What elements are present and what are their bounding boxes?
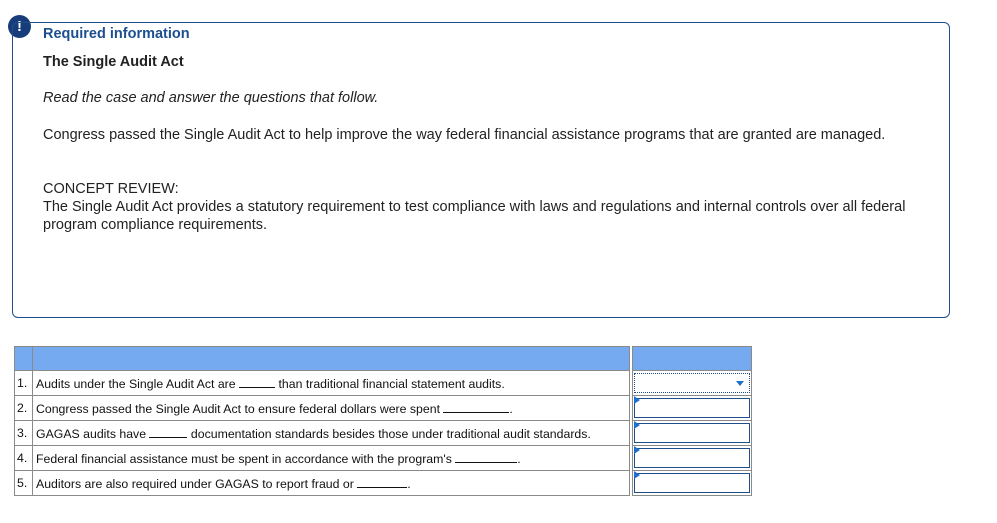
blank-line xyxy=(149,426,187,438)
question-text xyxy=(33,446,630,471)
header-cell-num xyxy=(15,347,33,371)
answer-cell xyxy=(633,396,752,421)
info-instruction: Read the case and answer the questions that follow. xyxy=(43,90,379,106)
table-header-row xyxy=(15,347,752,371)
question-text xyxy=(33,371,630,396)
blank-line xyxy=(443,401,509,413)
table-row xyxy=(15,446,752,471)
question-number: 1. xyxy=(15,371,33,396)
info-heading: Required information xyxy=(43,26,190,42)
question-text-after: . xyxy=(509,401,513,416)
question-number: 4. xyxy=(15,446,33,471)
header-cell-question xyxy=(33,347,630,371)
questions-table xyxy=(14,346,752,496)
answer-dropdown-3[interactable] xyxy=(634,423,750,443)
answer-cell xyxy=(633,421,752,446)
question-text-after: . xyxy=(407,476,411,491)
table-row xyxy=(15,471,752,496)
question-text xyxy=(33,471,630,496)
alert-icon: ! xyxy=(8,15,31,38)
answer-dropdown-2[interactable] xyxy=(634,398,750,418)
answer-cell xyxy=(633,371,752,396)
question-text-after: documentation standards besides those under traditional audit standards. xyxy=(190,426,591,441)
flag-icon xyxy=(634,446,640,454)
answer-dropdown-1[interactable] xyxy=(634,373,750,393)
question-text-before: Federal financial assistance must be spent in accordance with the program's xyxy=(36,451,452,466)
concept-review-text: The Single Audit Act provides a statutory requirement to test compliance with laws and regulations and internal controls over all federal program compliance requirements. xyxy=(43,199,906,233)
question-text-after: . xyxy=(517,451,521,466)
question-text xyxy=(33,396,630,421)
answer-cell xyxy=(633,446,752,471)
flag-icon xyxy=(634,471,640,479)
answer-cell xyxy=(633,471,752,496)
answer-dropdown-4[interactable] xyxy=(634,448,750,468)
question-number: 2. xyxy=(15,396,33,421)
question-number: 3. xyxy=(15,421,33,446)
flag-icon xyxy=(634,421,640,429)
question-text xyxy=(33,421,630,446)
flag-icon xyxy=(634,396,640,404)
question-text-after: than traditional financial statement audits. xyxy=(278,376,505,391)
question-text-before: GAGAS audits have xyxy=(36,426,147,441)
question-text-before: Audits under the Single Audit Act are xyxy=(36,376,236,391)
answer-dropdown-5[interactable] xyxy=(634,473,750,493)
concept-review xyxy=(43,180,913,234)
concept-review-label: CONCEPT REVIEW: xyxy=(43,181,179,197)
chevron-down-icon[interactable] xyxy=(736,381,744,386)
info-subheading: The Single Audit Act xyxy=(43,54,184,70)
table-row xyxy=(15,371,752,396)
header-cell-answer xyxy=(633,347,752,371)
blank-line xyxy=(455,451,517,463)
question-number: 5. xyxy=(15,471,33,496)
table-row xyxy=(15,421,752,446)
blank-line xyxy=(357,476,407,488)
info-paragraph: Congress passed the Single Audit Act to help improve the way federal financial assistance programs that are granted are managed. xyxy=(43,127,886,143)
question-text-before: Congress passed the Single Audit Act to ensure federal dollars were spent xyxy=(36,401,440,416)
table-row xyxy=(15,396,752,421)
question-text-before: Auditors are also required under GAGAS to report fraud or xyxy=(36,476,354,491)
blank-line xyxy=(239,376,275,388)
